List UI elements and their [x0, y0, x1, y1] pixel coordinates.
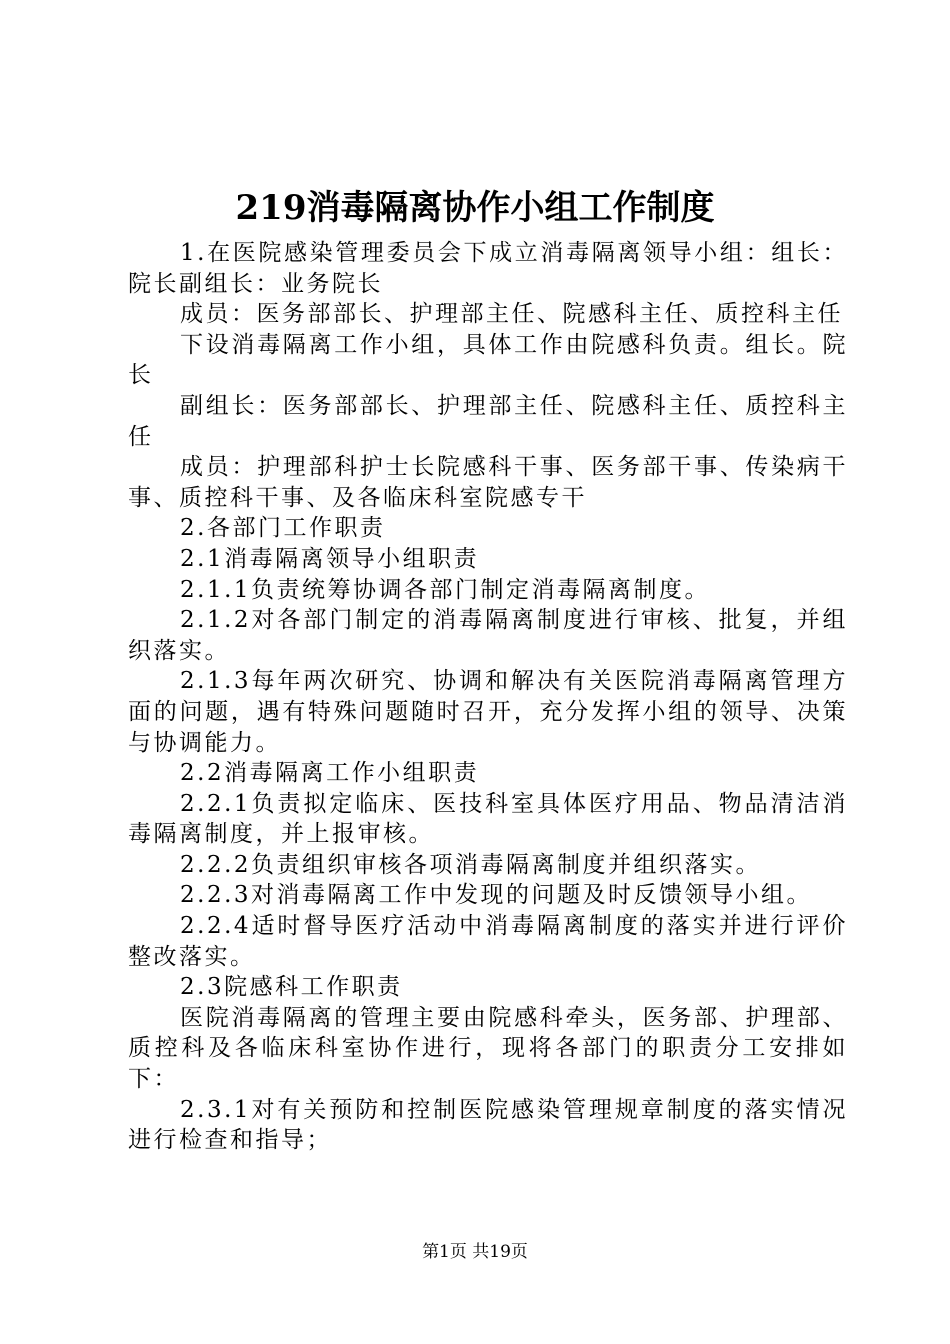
paragraph: 成员：医务部部长、护理部主任、院感科主任、质控科主任	[180, 301, 843, 328]
page-footer: 第1页 共19页	[422, 1242, 528, 1262]
paragraph: 2.2.2负责组织审核各项消毒隔离制度并组织落实。	[180, 851, 762, 878]
paragraph: 2.2消毒隔离工作小组职责	[180, 760, 480, 787]
paragraph: 2.1消毒隔离领导小组职责	[180, 545, 480, 572]
paragraph: 副组长：医务部部长、护理部主任、院感科主任、质控科主任	[128, 392, 848, 450]
paragraph: 2.1.3每年两次研究、协调和解决有关医院消毒隔离管理方面的问题，遇有特殊问题随时召开，充分发挥小组的领导、决策与协调能力。	[128, 668, 848, 756]
paragraph: 2.3.1对有关预防和控制医院感染管理规章制度的落实情况进行检查和指导；	[128, 1096, 848, 1154]
paragraph: 2.3院感科工作职责	[180, 974, 403, 1001]
paragraph: 2.各部门工作职责	[180, 515, 386, 542]
paragraph: 1.在医院感染管理委员会下成立消毒隔离领导小组：组长：院长副组长：业务院长	[128, 240, 848, 297]
paragraph: 医院消毒隔离的管理主要由院感科牵头，医务部、护理部、质控科及各临床科室协作进行，现将各部门的职责分工安排如下：	[128, 1004, 848, 1093]
paragraph: 2.2.4适时督导医疗活动中消毒隔离制度的落实并进行评价整改落实。	[128, 913, 848, 970]
document-body	[128, 238, 848, 1156]
paragraph: 成员：护理部科护士长院感科干事、医务部干事、传染病干事、质控科干事、及各临床科室院感专干	[128, 454, 848, 511]
paragraph: 下设消毒隔离工作小组，具体工作由院感科负责。组长。院长	[128, 331, 848, 389]
paragraph: 2.2.3对消毒隔离工作中发现的问题及时反馈领导小组。	[180, 882, 813, 909]
paragraph: 2.1.1负责统筹协调各部门制定消毒隔离制度。	[180, 576, 711, 603]
paragraph: 2.2.1负责拟定临床、医技科室具体医疗用品、物品清洁消毒隔离制度，并上报审核。	[128, 790, 848, 848]
paragraph: 2.1.2对各部门制定的消毒隔离制度进行审核、批复，并组织落实。	[128, 607, 848, 664]
document-title: 219消毒隔离协作小组工作制度	[235, 188, 715, 228]
